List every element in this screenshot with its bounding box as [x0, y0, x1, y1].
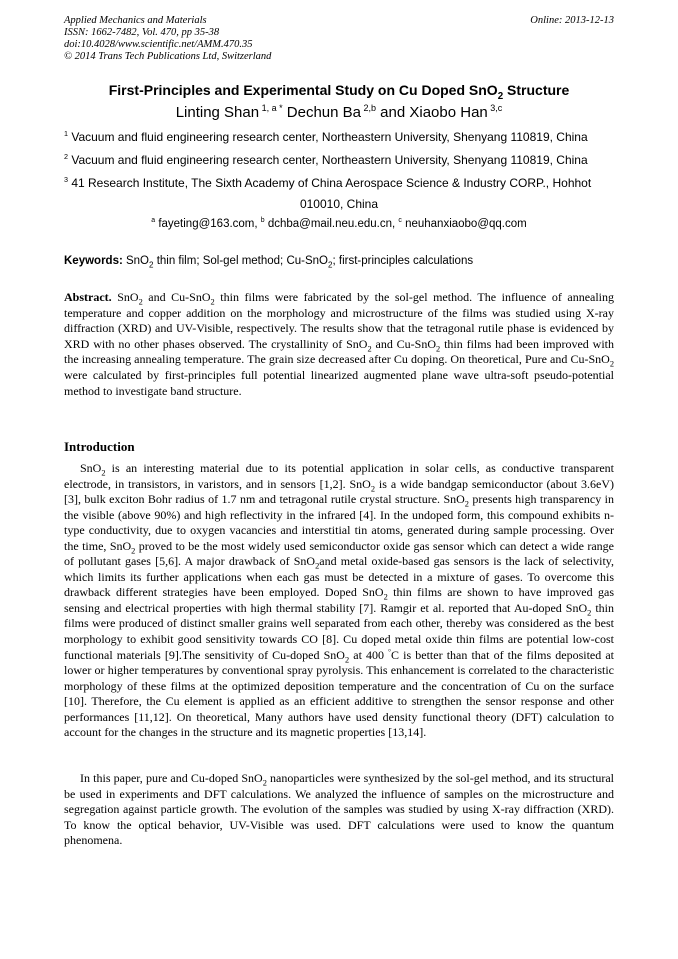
abstract-subscript: 2 — [436, 344, 441, 354]
email-address[interactable]: dchba@mail.neu.edu.cn, — [264, 218, 399, 230]
body-text: SnO — [80, 461, 102, 475]
body-subscript: 2 — [131, 546, 136, 556]
email-address[interactable]: neuhanxiaobo@qq.com — [401, 218, 527, 230]
abstract-paragraph — [64, 290, 614, 399]
abstract-subscript: 2 — [138, 297, 143, 307]
keyword-text: SnO — [122, 255, 150, 267]
email-mark: a — [151, 217, 156, 225]
affil-text: Vacuum and fluid engineering research center, Northeastern University, Shenyang 110819, China — [68, 130, 588, 144]
author-affil-mark: 1, a * — [259, 103, 283, 113]
keyword-subscript: 2 — [328, 260, 333, 270]
doi-line[interactable]: doi:10.4028/www.scientific.net/AMM.470.35 — [64, 39, 253, 50]
email-mark: b — [260, 217, 265, 225]
issn-line: ISSN: 1662-7482, Vol. 470, pp 35-38 — [64, 27, 220, 38]
journal-header — [64, 15, 614, 63]
body-text: thin films were produced of distinct smaller grains well separated from each other, thereby was considered as the best morphology to exhibit good sensitivity towards CO [8]. Cu doped metal oxide thin films are potential low-cost functional materials [9].The sensitivity of Cu-doped SnO — [64, 600, 615, 662]
intro-paragraph-2 — [64, 771, 614, 849]
body-text: is a wide bandgap semiconductor (about 3.6eV) [3], bulk exciton Bohr radius of 1.7 nm and tetragonal rutile crystal structure. SnO — [64, 476, 614, 507]
body-text: and metal oxide-based gas sensors is the lack of selectivity, which limits its further applications when each gas must be detected in a mixture of gases. To overcome this drawback different strategies have been employed. Doped SnO — [64, 554, 614, 600]
body-subscript: 2 — [315, 561, 320, 571]
abstract-text: SnO — [111, 290, 139, 304]
body-text: is an interesting material due to its potential application in solar cells, as conductive transparent electrode, in transistors, in varistors, and in sensors [1,2]. SnO — [64, 461, 614, 491]
body-text: thin films are shown to have improved gas sensing and electrical properties with high thermal stability [7]. Ramgir et al. reported that Au-doped SnO — [64, 585, 614, 615]
keyword-subscript: 2 — [149, 260, 154, 270]
intro-paragraph-1 — [64, 461, 614, 741]
keywords-line — [64, 255, 614, 270]
body-subscript: 2 — [587, 608, 592, 618]
abstract-label: Abstract. — [64, 290, 112, 304]
email-mark: c — [398, 217, 402, 225]
abstract-text: and Cu-SnO — [142, 290, 211, 304]
abstract-text: thin films were fabricated by the sol-gel method. The influence of annealing temperature and copper addition on the morphology and microstructure of the films was studied using X-ray diffraction (XRD) and UV-Visible, respectively. The results show that the tetragonal rutile phase is evidenced by XRD with no other phases observed. The crystallinity of SnO — [64, 290, 615, 351]
degree-symbol: ° — [388, 647, 392, 656]
author-affil-mark: 3,c — [487, 103, 503, 113]
body-text: at 400 — [349, 647, 389, 662]
online-date: Online: 2013-12-13 — [530, 15, 614, 26]
affil-text: Vacuum and fluid engineering research center, Northeastern University, Shenyang 110819, China — [68, 153, 588, 167]
affil-number: 3 — [64, 175, 68, 184]
author-affil-mark: 2,b — [361, 103, 377, 113]
affil-text: 41 Research Institute, The Sixth Academy of China Aerospace Science & Industry CORP., Hohhot — [68, 176, 592, 190]
body-text: nanoparticles were synthesized by the sol-gel method, and its structural be used in experiments and DFT calculations. We analyzed the influence of samples on the microstructure and segregation against particle growth. The evolution of the samples was studied by using X-ray diffraction (XRD). To know the optical behavior, UV-Visible was used. DFT calculations were used to know the quantum phenomena. — [64, 771, 614, 848]
affil-number: 2 — [64, 152, 68, 161]
body-subscript: 2 — [101, 468, 106, 478]
affiliation-2 — [64, 153, 614, 167]
author-name: Linting Shan — [175, 104, 260, 121]
body-subscript: 2 — [262, 778, 267, 788]
affiliation-3 — [64, 176, 614, 190]
abstract-subscript: 2 — [210, 297, 215, 307]
paper-title — [40, 82, 638, 102]
title-text: First-Principles and Experimental Study on Cu Doped SnO — [108, 82, 498, 98]
email-address[interactable]: fayeting@163.com, — [155, 218, 261, 230]
body-text: In this paper, pure and Cu-doped SnO — [80, 771, 263, 785]
abstract-subscript: 2 — [609, 359, 614, 369]
author-list — [40, 104, 638, 121]
abstract-text: and Cu-SnO — [371, 336, 437, 351]
keyword-text: ; first-principles calculations — [332, 255, 474, 267]
abstract-subscript: 2 — [367, 344, 372, 354]
abstract-text: were calculated by first-principles full potential linearized augmented plane wave ultra-soft pseudo-potential method to investigate band structure. — [64, 367, 614, 398]
body-subscript: 2 — [370, 483, 376, 493]
journal-name: Applied Mechanics and Materials — [64, 15, 207, 26]
keywords-label: Keywords: — [64, 255, 123, 267]
section-heading-introduction: Introduction — [64, 439, 135, 454]
body-subscript: 2 — [344, 654, 350, 664]
body-subscript: 2 — [464, 499, 469, 509]
abstract-text: thin films had been improved with the increasing annealing temperature. The grain size decreased after Cu doping. On theoretical, Pure and Cu-SnO — [64, 336, 615, 367]
title-subscript: 2 — [497, 90, 504, 102]
body-text: presents high transparency in the visible (above 90%) and high reflectivity in the infrared [4]. In the undoped form, this compound exhibits n-type conductivity, due to oxygen vacancies and interstitial tin atoms, generated during sample processing. Over the time, SnO — [64, 492, 614, 553]
affiliation-1 — [64, 130, 614, 144]
title-text-end: Structure — [503, 82, 570, 98]
copyright-line: © 2014 Trans Tech Publications Ltd, Switzerland — [64, 51, 272, 62]
keyword-text: thin film; Sol-gel method; Cu-SnO — [153, 255, 328, 267]
body-text: proved to be the most widely used semiconductor oxide gas sensor which can detect a wide range of pollutant gases [5,6]. A major drawback of SnO — [64, 538, 615, 569]
author-name: and Xiaobo Han — [376, 104, 488, 121]
affil-number: 1 — [64, 129, 68, 138]
body-subscript: 2 — [383, 592, 388, 602]
author-name: Dechun Ba — [282, 104, 361, 121]
body-text: C is better than that of the films deposited at lower or higher temperatures by conventional spray pyrolysis. This enhancement is correlated to the characteristic morphology of these films at the optimized deposition temperature and the concentration of Cu on the surface [10]. Therefore, the Cu element is applied as an efficient additive to strengthen the sensor response and other performances [11,12]. On theoretical, Many authors have used density functional theory (DFT) calculation to account for the changes in the structure and its magnetic properties [13,14]. — [64, 647, 615, 740]
affiliation-3-cont: 010010, China — [299, 197, 379, 211]
email-list — [64, 218, 614, 230]
